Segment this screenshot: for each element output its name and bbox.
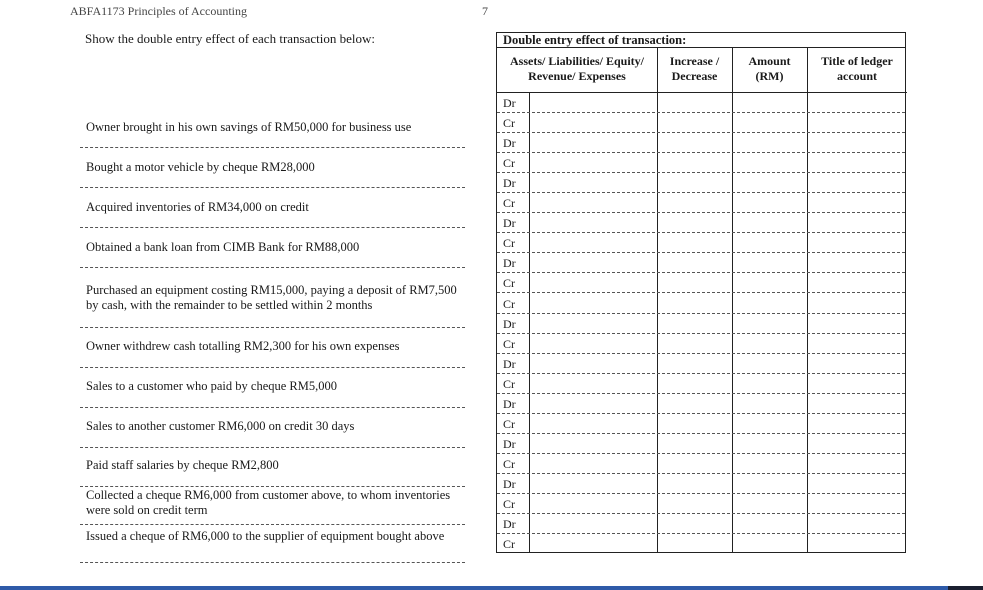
transaction-item: Acquired inventories of RM34,000 on credit [86, 200, 309, 214]
transaction-separator [80, 147, 465, 148]
column-header-increase-decrease: Increase / Decrease [657, 48, 732, 93]
instruction-text: Show the double entry effect of each transaction below: [85, 31, 375, 46]
transaction-separator [80, 407, 465, 408]
transaction-separator [80, 227, 465, 228]
page-number: 7 [482, 4, 488, 18]
transaction-item: Bought a motor vehicle by cheque RM28,000 [86, 160, 315, 174]
table-row [497, 494, 905, 514]
table-row [497, 273, 905, 293]
table-row [497, 314, 905, 334]
transaction-separator [80, 562, 465, 563]
table-row [497, 454, 905, 474]
table-row [497, 113, 905, 133]
dr-cr-label: Cr [503, 156, 515, 171]
table-row [497, 414, 905, 434]
dr-cr-label: Dr [503, 256, 516, 271]
dr-cr-label: Dr [503, 476, 516, 491]
dr-cr-label: Dr [503, 136, 516, 151]
table-row [497, 233, 905, 253]
transaction-item: Sales to a customer who paid by cheque RM5,000 [86, 379, 337, 393]
transaction-item: Sales to another customer RM6,000 on credit 30 days [86, 419, 355, 433]
dr-cr-label: Cr [503, 296, 515, 311]
dr-cr-label: Cr [503, 537, 515, 552]
transaction-separator [80, 486, 465, 487]
transaction-separator [80, 327, 465, 328]
table-row [497, 213, 905, 233]
table-row [497, 153, 905, 173]
header-course-title: ABFA1173 Principles of Accounting [70, 4, 247, 18]
dr-cr-label: Cr [503, 236, 515, 251]
table-row [497, 514, 905, 534]
transaction-item: Owner withdrew cash totalling RM2,300 for his own expenses [86, 339, 400, 353]
dr-cr-label: Cr [503, 376, 515, 391]
dr-cr-label: Dr [503, 356, 516, 371]
table-row [497, 534, 905, 554]
dr-cr-label: Cr [503, 276, 515, 291]
dr-cr-label: Cr [503, 497, 515, 511]
table-row [497, 133, 905, 153]
transaction-separator [80, 367, 465, 368]
table-row [497, 334, 905, 354]
table-row [497, 354, 905, 374]
transaction-separator [80, 267, 465, 268]
transaction-item: Owner brought in his own savings of RM50,000 for business use [86, 120, 412, 134]
table-title: Double entry effect of transaction: [497, 33, 905, 48]
dr-cr-label: Cr [503, 456, 515, 471]
transaction-separator [80, 524, 465, 525]
table-row [497, 193, 905, 213]
dr-cr-label: Dr [503, 216, 516, 231]
transaction-separator [80, 447, 465, 448]
double-entry-table [496, 32, 906, 553]
bottom-accent-bar-end [948, 586, 983, 590]
dr-cr-label: Dr [503, 396, 516, 411]
table-row [497, 434, 905, 454]
column-header-ledger-title: Title of ledger account [807, 48, 907, 93]
dr-cr-label: Dr [503, 176, 516, 191]
transaction-item: Obtained a bank loan from CIMB Bank for RM88,000 [86, 240, 360, 254]
table-row [497, 294, 905, 314]
table-row [497, 474, 905, 494]
transaction-separator [80, 187, 465, 188]
column-header-category: Assets/ Liabilities/ Equity/ Revenue/ Expenses [497, 48, 657, 93]
table-row [497, 394, 905, 414]
transaction-item: Paid staff salaries by cheque RM2,800 [86, 458, 279, 472]
dr-cr-label: Dr [503, 517, 516, 532]
table-row [497, 374, 905, 394]
dr-cr-label: Dr [503, 96, 516, 110]
bottom-accent-bar [0, 586, 983, 590]
dr-cr-label: Cr [503, 336, 515, 351]
transaction-item: Collected a cheque RM6,000 from customer above, to whom inventories were sold on credit term [86, 488, 451, 517]
dr-cr-label: Cr [503, 416, 515, 431]
transaction-item: Issued a cheque of RM6,000 to the supplier of equipment bought above [86, 529, 445, 543]
dr-cr-label: Dr [503, 316, 516, 331]
transaction-item: Purchased an equipment costing RM15,000, paying a deposit of RM7,500 by cash, with the remainder to be settled within 2 months [86, 283, 457, 312]
table-row [497, 173, 905, 193]
column-header-amount: Amount (RM) [732, 48, 807, 93]
dr-cr-label: Dr [503, 436, 516, 451]
dr-cr-label: Cr [503, 116, 515, 131]
dr-cr-label: Cr [503, 196, 515, 211]
table-row [497, 253, 905, 273]
table-row [497, 93, 905, 113]
